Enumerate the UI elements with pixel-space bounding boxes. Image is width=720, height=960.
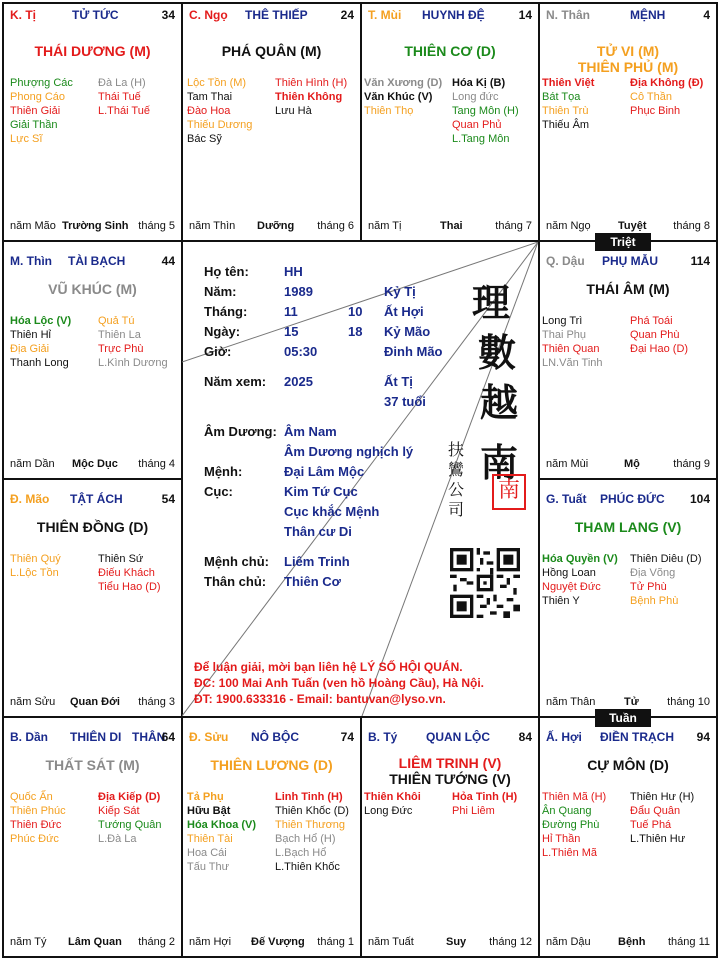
star: Bạch Hổ (H) bbox=[275, 833, 336, 845]
star: L.Thiên Hư bbox=[630, 833, 686, 845]
left-stars bbox=[187, 76, 252, 146]
star: L.Thái Tuế bbox=[98, 105, 150, 117]
cell-ngo bbox=[181, 2, 362, 242]
left-stars bbox=[187, 790, 256, 874]
center-info-panel bbox=[182, 242, 538, 716]
left-stars bbox=[10, 790, 66, 846]
branch: Ấ. Hợi bbox=[546, 730, 582, 744]
month: tháng 12 bbox=[489, 936, 532, 948]
than-position: Thân cư Di bbox=[284, 524, 352, 539]
left-stars bbox=[542, 76, 594, 132]
star: Quả Tú bbox=[98, 315, 135, 327]
left-stars bbox=[364, 76, 442, 118]
right-stars bbox=[98, 552, 161, 594]
hour-label: Giờ: bbox=[204, 344, 232, 359]
cell-than bbox=[538, 2, 718, 242]
star: Trực Phù bbox=[98, 343, 144, 355]
year: năm Ngọ bbox=[546, 220, 591, 232]
stage: Đế Vượng bbox=[251, 936, 305, 948]
palace: QUAN LỘC bbox=[426, 730, 490, 744]
star: Quan Phù bbox=[630, 329, 680, 341]
year: năm Mùi bbox=[546, 458, 589, 470]
stage: Tử bbox=[624, 696, 639, 708]
star: Cô Thần bbox=[630, 91, 672, 103]
contact-line-1: Để luận giải, mời bạn liên hệ LÝ SỐ HỘI QUÁN. bbox=[194, 660, 463, 674]
number: 24 bbox=[340, 8, 354, 22]
amduong-label: Âm Dương: bbox=[204, 424, 277, 439]
main-star: THÁI DƯƠNG (M) bbox=[34, 43, 151, 59]
star: Thiên Hư (H) bbox=[630, 791, 695, 803]
main-star: THAM LANG (V) bbox=[574, 519, 682, 535]
star: Đại Hao (D) bbox=[630, 343, 689, 355]
star: Địa Võng bbox=[630, 567, 676, 579]
year: năm Hợi bbox=[189, 936, 232, 948]
star: Linh Tinh (H) bbox=[275, 791, 343, 803]
palace: THIÊN DI bbox=[70, 730, 122, 744]
palace: PHÚC ĐỨC bbox=[600, 492, 665, 506]
year-label: Năm: bbox=[204, 284, 237, 299]
star: Phục Binh bbox=[630, 105, 681, 117]
qr-code[interactable] bbox=[450, 548, 520, 618]
star: Bát Tọa bbox=[542, 91, 581, 103]
month: tháng 11 bbox=[667, 936, 710, 948]
tuan-badge: Tuần bbox=[595, 709, 651, 727]
star: Long đức bbox=[452, 91, 499, 103]
number: 54 bbox=[161, 492, 175, 506]
left-stars bbox=[10, 552, 61, 580]
main-star: PHÁ QUÂN (M) bbox=[221, 43, 322, 59]
star: Đào Hoa bbox=[187, 105, 231, 117]
star: Thai Phụ bbox=[542, 329, 587, 341]
star: Bệnh Phù bbox=[630, 595, 679, 607]
star: Điếu Khách bbox=[98, 567, 155, 579]
palace: TỬ TỨC bbox=[72, 8, 119, 22]
menhchu-value: Liêm Trinh bbox=[284, 554, 350, 569]
right-stars bbox=[275, 76, 347, 118]
star: Thiếu Dương bbox=[187, 119, 253, 131]
star: Thiên Trù bbox=[542, 105, 589, 117]
star: Tiểu Hao (D) bbox=[98, 581, 161, 593]
star: Địa Không (Đ) bbox=[630, 77, 704, 89]
palace: TẬT ÁCH bbox=[70, 492, 123, 506]
star: Thiên Phúc bbox=[10, 805, 66, 817]
year: năm Thìn bbox=[189, 220, 236, 232]
main-star: VŨ KHÚC (M) bbox=[48, 281, 137, 297]
branch: K. Tị bbox=[10, 8, 36, 22]
left-stars bbox=[542, 552, 618, 608]
main-star: THIÊN LƯƠNG (D) bbox=[210, 757, 333, 773]
star: Phượng Các bbox=[10, 77, 73, 89]
star: Lực Sĩ bbox=[10, 133, 43, 145]
month: tháng 3 bbox=[138, 696, 175, 708]
branch: G. Tuất bbox=[546, 492, 587, 506]
right-stars bbox=[630, 552, 702, 608]
star: Thiếu Âm bbox=[542, 119, 590, 131]
main-star-2: THIÊN PHỦ (M) bbox=[577, 59, 679, 75]
palace: NÔ BỘC bbox=[251, 730, 299, 744]
year: năm Dậu bbox=[546, 936, 591, 948]
star: Địa Kiếp (D) bbox=[98, 791, 161, 803]
number: 14 bbox=[518, 8, 532, 22]
right-stars bbox=[452, 790, 517, 818]
palace: HUYNH ĐỆ bbox=[422, 8, 485, 22]
age: 37 tuổi bbox=[384, 394, 426, 409]
star: Lưu Hà bbox=[275, 105, 312, 117]
star: L.Bạch Hổ bbox=[275, 847, 327, 859]
left-stars bbox=[542, 314, 603, 370]
cell-mui bbox=[360, 2, 540, 242]
stage: Mộ bbox=[624, 458, 640, 470]
stage: Trường Sinh bbox=[62, 220, 129, 232]
year: năm Tý bbox=[10, 936, 47, 948]
star: Hồng Loan bbox=[542, 567, 596, 579]
star: L.Kình Dương bbox=[98, 357, 168, 369]
star: Thiên Mã (H) bbox=[542, 791, 607, 803]
branch: T. Mùi bbox=[368, 8, 402, 22]
cell-tuat bbox=[538, 478, 718, 718]
star: Thiên Quan bbox=[542, 343, 600, 355]
stage: Dưỡng bbox=[257, 220, 295, 232]
palace: THÊ THIẾP bbox=[245, 8, 308, 22]
star: Phá Toái bbox=[630, 315, 673, 327]
star: Long Đức bbox=[364, 805, 413, 817]
star: Tam Thai bbox=[187, 91, 233, 103]
cuc-value: Kim Tứ Cục bbox=[284, 484, 358, 499]
month: tháng 1 bbox=[317, 936, 354, 948]
year: năm Dần bbox=[10, 458, 55, 470]
star: Văn Khúc (V) bbox=[364, 91, 433, 103]
month: tháng 8 bbox=[673, 220, 710, 232]
thanchu-value: Thiên Cơ bbox=[284, 574, 341, 589]
star: Thiên Khốc (D) bbox=[275, 805, 349, 817]
brand-char-2: 數 bbox=[478, 330, 517, 375]
number: 114 bbox=[690, 254, 710, 268]
stage: Lâm Quan bbox=[68, 936, 122, 948]
day-label: Ngày: bbox=[204, 324, 241, 339]
star: Đường Phù bbox=[542, 819, 600, 831]
month: tháng 4 bbox=[138, 458, 175, 470]
year: năm Thân bbox=[546, 696, 596, 708]
palace: ĐIỀN TRẠCH bbox=[600, 730, 674, 744]
main-star: CỰ MÔN (D) bbox=[587, 757, 669, 773]
month: tháng 6 bbox=[317, 220, 354, 232]
star: L.Thiên Mã bbox=[542, 847, 598, 859]
star: Quốc Ấn bbox=[10, 791, 53, 803]
palace: MỆNH bbox=[630, 8, 666, 22]
right-stars bbox=[98, 314, 168, 370]
menh-label: Mệnh: bbox=[204, 464, 243, 479]
number: 4 bbox=[703, 8, 710, 22]
hour-can: Đinh Mão bbox=[384, 344, 443, 359]
star: L.Đà La bbox=[98, 833, 137, 845]
main-star: THIÊN CƠ (D) bbox=[404, 43, 496, 59]
main-star: THIÊN ĐỒNG (D) bbox=[36, 519, 149, 535]
name-value: HH bbox=[284, 264, 303, 279]
star: Thiên Hỉ bbox=[10, 329, 51, 341]
stage: Bệnh bbox=[618, 936, 646, 948]
view-year-can: Ất Tị bbox=[384, 374, 413, 389]
star: Thái Tuế bbox=[98, 91, 141, 103]
number: 84 bbox=[518, 730, 532, 744]
seal-char: 南 bbox=[497, 478, 520, 503]
star: Phi Liêm bbox=[452, 805, 495, 817]
star: Thiên Quý bbox=[10, 553, 61, 565]
right-stars bbox=[630, 76, 703, 118]
star: Thiên Diêu (D) bbox=[630, 553, 702, 565]
palace: TÀI BẠCH bbox=[68, 254, 126, 268]
star: Thiên Giải bbox=[10, 105, 61, 117]
star: Tướng Quân bbox=[98, 819, 162, 831]
month-value: 11 bbox=[284, 304, 298, 319]
star: Tả Phụ bbox=[187, 791, 224, 803]
star: Thiên Thương bbox=[275, 819, 346, 831]
branch: B. Tý bbox=[368, 730, 398, 744]
cell-mao bbox=[2, 478, 183, 718]
star: Phúc Đức bbox=[10, 833, 59, 845]
star: Giải Thần bbox=[10, 119, 58, 131]
name-label: Họ tên: bbox=[204, 264, 249, 279]
left-stars bbox=[10, 76, 73, 146]
star: Long Trì bbox=[542, 315, 583, 327]
branch: N. Thân bbox=[546, 8, 590, 22]
branch: Q. Dậu bbox=[546, 254, 585, 268]
month-can: Ất Hợi bbox=[384, 304, 424, 319]
main-star-2: THIÊN TƯỚNG (V) bbox=[389, 771, 511, 787]
cell-ty bbox=[2, 2, 183, 242]
view-year-value: 2025 bbox=[284, 374, 313, 389]
cell-hoi bbox=[538, 716, 718, 958]
star: Đà La (H) bbox=[98, 77, 146, 89]
year: năm Tị bbox=[368, 220, 402, 232]
star: Thiên Tài bbox=[187, 833, 233, 845]
thanchu-label: Thân chủ: bbox=[204, 574, 267, 589]
star: Nguyệt Đức bbox=[542, 581, 601, 593]
right-stars bbox=[275, 790, 349, 874]
month-label: Tháng: bbox=[204, 304, 248, 319]
star: Tử Phù bbox=[630, 581, 667, 593]
cuc-label: Cục: bbox=[204, 484, 233, 499]
number: 34 bbox=[161, 8, 175, 22]
branch: B. Dần bbox=[10, 730, 49, 744]
number: 74 bbox=[340, 730, 354, 744]
star: Văn Xương (D) bbox=[364, 77, 443, 89]
star: Hóa Lộc (V) bbox=[10, 315, 72, 327]
main-star: THÁI ÂM (M) bbox=[586, 281, 670, 297]
star: Hóa Khoa (V) bbox=[187, 819, 257, 831]
star: Hóa Quyền (V) bbox=[542, 553, 618, 565]
main-star: THẤT SÁT (M) bbox=[45, 757, 140, 773]
left-stars bbox=[542, 790, 606, 860]
day-can: Kỷ Mão bbox=[384, 324, 431, 339]
stage: Quan Đới bbox=[70, 696, 120, 708]
main-star: TỬ VI (M) bbox=[596, 43, 660, 59]
number: 44 bbox=[161, 254, 175, 268]
left-stars bbox=[364, 790, 421, 818]
star: Tang Môn (H) bbox=[452, 105, 519, 117]
month: tháng 5 bbox=[138, 220, 175, 232]
menhchu-label: Mệnh chủ: bbox=[204, 554, 269, 569]
year-can: Kỷ Tị bbox=[384, 284, 416, 299]
brand-side-text: 扶 鸞 公 司 bbox=[448, 440, 465, 519]
star: Thiên Sứ bbox=[98, 553, 144, 565]
star: Kiếp Sát bbox=[98, 805, 140, 817]
stage: Mộc Dục bbox=[72, 458, 118, 470]
right-stars bbox=[98, 76, 150, 118]
day-value: 15 bbox=[284, 324, 299, 339]
brand-char-3: 越 bbox=[480, 380, 519, 425]
star: Tấu Thư bbox=[187, 861, 230, 873]
number: 104 bbox=[689, 492, 710, 506]
star: Phong Cáo bbox=[10, 91, 66, 103]
star: Thiên Hình (H) bbox=[275, 77, 348, 89]
right-stars bbox=[630, 790, 694, 846]
cuc-note: Cục khắc Mệnh bbox=[284, 504, 380, 519]
month: tháng 7 bbox=[495, 220, 532, 232]
right-stars bbox=[452, 76, 519, 146]
triet-badge: Triệt bbox=[595, 233, 651, 251]
brand-char-1: 理 bbox=[472, 280, 511, 325]
day-lunar: 18 bbox=[348, 324, 363, 339]
star: Hữu Bật bbox=[187, 805, 231, 817]
star: Thiên La bbox=[98, 329, 141, 341]
cell-dau bbox=[538, 240, 718, 480]
main-star: LIÊM TRINH (V) bbox=[398, 755, 502, 771]
cell-suu bbox=[181, 716, 362, 958]
star: Hoa Cái bbox=[187, 847, 227, 859]
amduong-note: Âm Dương nghịch lý bbox=[284, 444, 414, 459]
star: Địa Giải bbox=[10, 343, 50, 355]
contact-phone-email[interactable]: ĐT: 1900.633316 - Email: bantuvan@lyso.vn. bbox=[194, 692, 446, 706]
star: Hóa Kị (B) bbox=[452, 77, 506, 89]
star: L.Lộc Tồn bbox=[10, 567, 59, 579]
contact-address: ĐC: 100 Mai Anh Tuấn (ven hồ Hoàng Cầu), Hà Nội. bbox=[194, 676, 485, 690]
star: Tuế Phá bbox=[630, 819, 672, 831]
amduong-value: Âm Nam bbox=[284, 424, 337, 439]
branch: Đ. Mão bbox=[10, 492, 50, 506]
right-stars bbox=[630, 314, 688, 356]
branch: C. Ngọ bbox=[189, 8, 228, 22]
star: Thiên Y bbox=[542, 595, 580, 607]
year-value: 1989 bbox=[284, 284, 313, 299]
star: Thiên Đức bbox=[10, 819, 62, 831]
star: Thiên Thọ bbox=[364, 105, 414, 117]
year: năm Mão bbox=[10, 220, 56, 232]
star: Thanh Long bbox=[10, 357, 69, 369]
brand-char-4: 南 bbox=[480, 440, 519, 485]
seal-stamp bbox=[492, 474, 526, 510]
star: Lộc Tồn (M) bbox=[187, 77, 247, 89]
hour-value: 05:30 bbox=[284, 344, 318, 359]
star: Đẩu Quân bbox=[630, 805, 681, 817]
year: năm Sửu bbox=[10, 696, 56, 708]
palace: PHỤ MẪU bbox=[602, 254, 658, 268]
number: 64 bbox=[161, 730, 175, 744]
month: tháng 2 bbox=[138, 936, 175, 948]
cell-ty2 bbox=[360, 716, 540, 958]
month: tháng 9 bbox=[673, 458, 710, 470]
left-stars bbox=[10, 314, 71, 370]
stage: Thai bbox=[440, 220, 463, 232]
year: năm Tuất bbox=[368, 936, 414, 948]
view-year-label: Năm xem: bbox=[204, 374, 267, 389]
star: LN.Văn Tinh bbox=[542, 357, 603, 369]
star: Thiên Khôi bbox=[364, 791, 421, 803]
cell-dan bbox=[2, 716, 183, 958]
month: tháng 10 bbox=[667, 696, 710, 708]
number: 94 bbox=[696, 730, 710, 744]
menh-value: Đại Lâm Mộc bbox=[284, 464, 365, 479]
stage: Suy bbox=[446, 936, 467, 948]
stage: Tuyệt bbox=[618, 220, 647, 232]
star: Hỉ Thần bbox=[542, 833, 581, 845]
than-tag: THÂN bbox=[132, 730, 166, 744]
star: Ân Quang bbox=[542, 805, 592, 817]
star: L.Tang Môn bbox=[452, 133, 510, 145]
right-stars bbox=[98, 790, 162, 846]
star: Thiên Không bbox=[275, 91, 343, 103]
cell-thin bbox=[2, 240, 183, 480]
branch: Đ. Sửu bbox=[189, 730, 229, 744]
star: Bác Sỹ bbox=[187, 133, 222, 145]
star: L.Thiên Khốc bbox=[275, 861, 340, 873]
star: Hỏa Tinh (H) bbox=[452, 791, 518, 803]
month-lunar: 10 bbox=[348, 304, 363, 319]
branch: M. Thìn bbox=[10, 254, 52, 268]
star: Thiên Việt bbox=[542, 77, 595, 89]
star: Quan Phủ bbox=[452, 119, 502, 131]
